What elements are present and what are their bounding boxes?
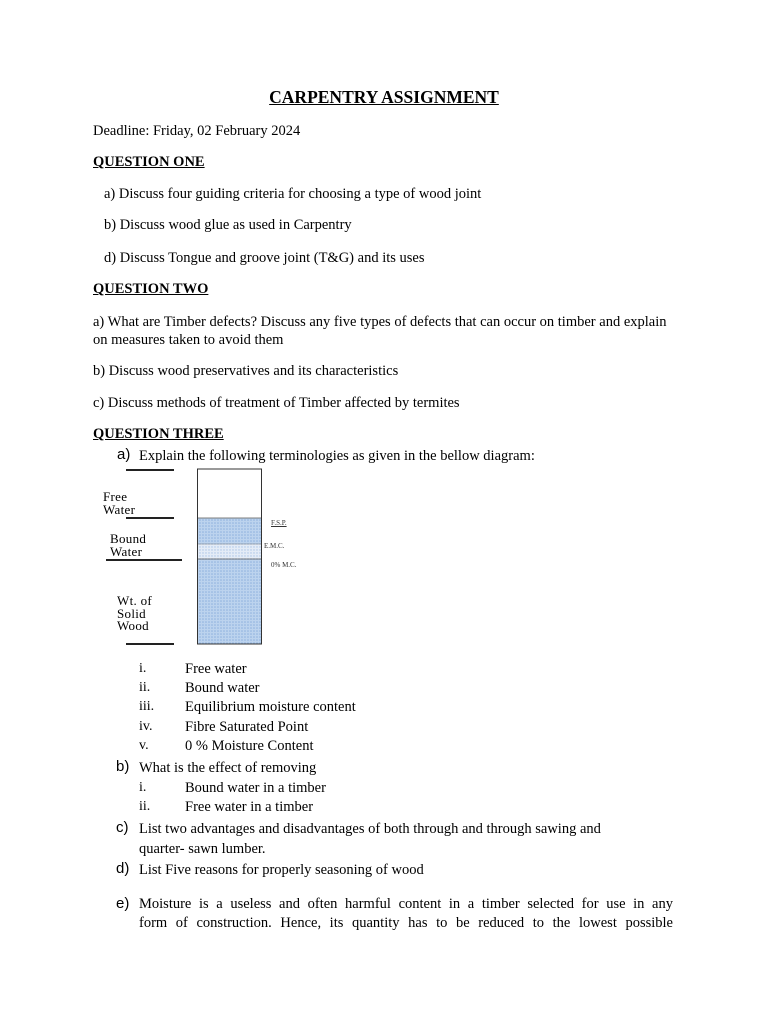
q3-a-sub-text: Free water (185, 661, 247, 677)
fsp-label: F.S.P. (271, 519, 287, 527)
free-water-label: Free Water (103, 489, 136, 517)
q3-b-sub-num: ii. (139, 799, 151, 814)
q3-c-line2: quarter- sawn lumber. (139, 841, 266, 857)
question-one-heading: QUESTION ONE (93, 154, 205, 170)
q3-d-text: List Five reasons for properly seasoning of wood (139, 862, 424, 878)
diagram-rule (126, 643, 174, 645)
q1-item-d: d) Discuss Tongue and groove joint (T&G) and its uses (104, 250, 425, 266)
q3-a-sub-num: i. (139, 661, 147, 676)
q3-a-sub-num: ii. (139, 680, 151, 695)
q3-c-line1: List two advantages and disadvantages of both through and through sawing and (139, 821, 601, 837)
q1-item-b: b) Discuss wood glue as used in Carpentry (104, 217, 352, 233)
q1-item-a: a) Discuss four guiding criteria for choosing a type of wood joint (104, 186, 482, 202)
q3-b-letter: b) (116, 758, 130, 775)
q3-a-sub-text: Equilibrium moisture content (185, 699, 356, 715)
diagram-rule (126, 517, 174, 519)
q2-item-b: b) Discuss wood preservatives and its characteristics (93, 363, 399, 379)
q3-d-letter: d) (116, 860, 130, 877)
q2-item-c: c) Discuss methods of treatment of Timber affected by termites (93, 395, 460, 411)
q2-item-a: a) What are Timber defects? Discuss any five types of defects that can occur on timber and explain on measures taken to avoid them (93, 314, 667, 348)
q3-a-sub-num: iv. (139, 719, 153, 734)
question-three-heading: QUESTION THREE (93, 426, 224, 442)
question-two-heading: QUESTION TWO (93, 281, 209, 297)
zero-mc-label: 0% M.C. (271, 561, 297, 569)
q3-a-letter: a) (117, 446, 131, 463)
q3-a-sub-text: Bound water (185, 680, 260, 696)
q3-e-line2: form of construction. Hence, its quantity has to be reduced to the lowest possible (139, 915, 673, 931)
q3-b-text: What is the effect of removing (139, 760, 317, 776)
page-title: CARPENTRY ASSIGNMENT (269, 87, 499, 107)
q3-a-sub-text: Fibre Saturated Point (185, 719, 309, 735)
moisture-column (196, 468, 268, 646)
emc-label: E.M.C. (264, 542, 285, 550)
q3-c-letter: c) (116, 819, 129, 836)
q3-b-sub-num: i. (139, 780, 147, 795)
bound-water-label: Bound Water (110, 531, 147, 559)
solid-wood-label: Wt. of Solid Wood (117, 593, 153, 633)
q3-b-sub-text: Free water in a timber (185, 799, 314, 815)
q3-a-sub-num: iii. (139, 699, 155, 714)
q3-e-letter: e) (116, 895, 130, 912)
moisture-diagram (96, 466, 356, 651)
q3-a-sub-text: 0 % Moisture Content (185, 738, 314, 754)
deadline: Deadline: Friday, 02 February 2024 (93, 123, 301, 139)
q3-e-line1: Moisture is a useless and often harmful content in a timber selected for use in any (139, 896, 673, 912)
diagram-rule (126, 469, 174, 471)
diagram-rule (106, 559, 182, 561)
q3-b-sub-text: Bound water in a timber (185, 780, 326, 796)
q3-a-sub-num: v. (139, 738, 149, 753)
q3-a-text: Explain the following terminologies as given in the bellow diagram: (139, 448, 535, 464)
